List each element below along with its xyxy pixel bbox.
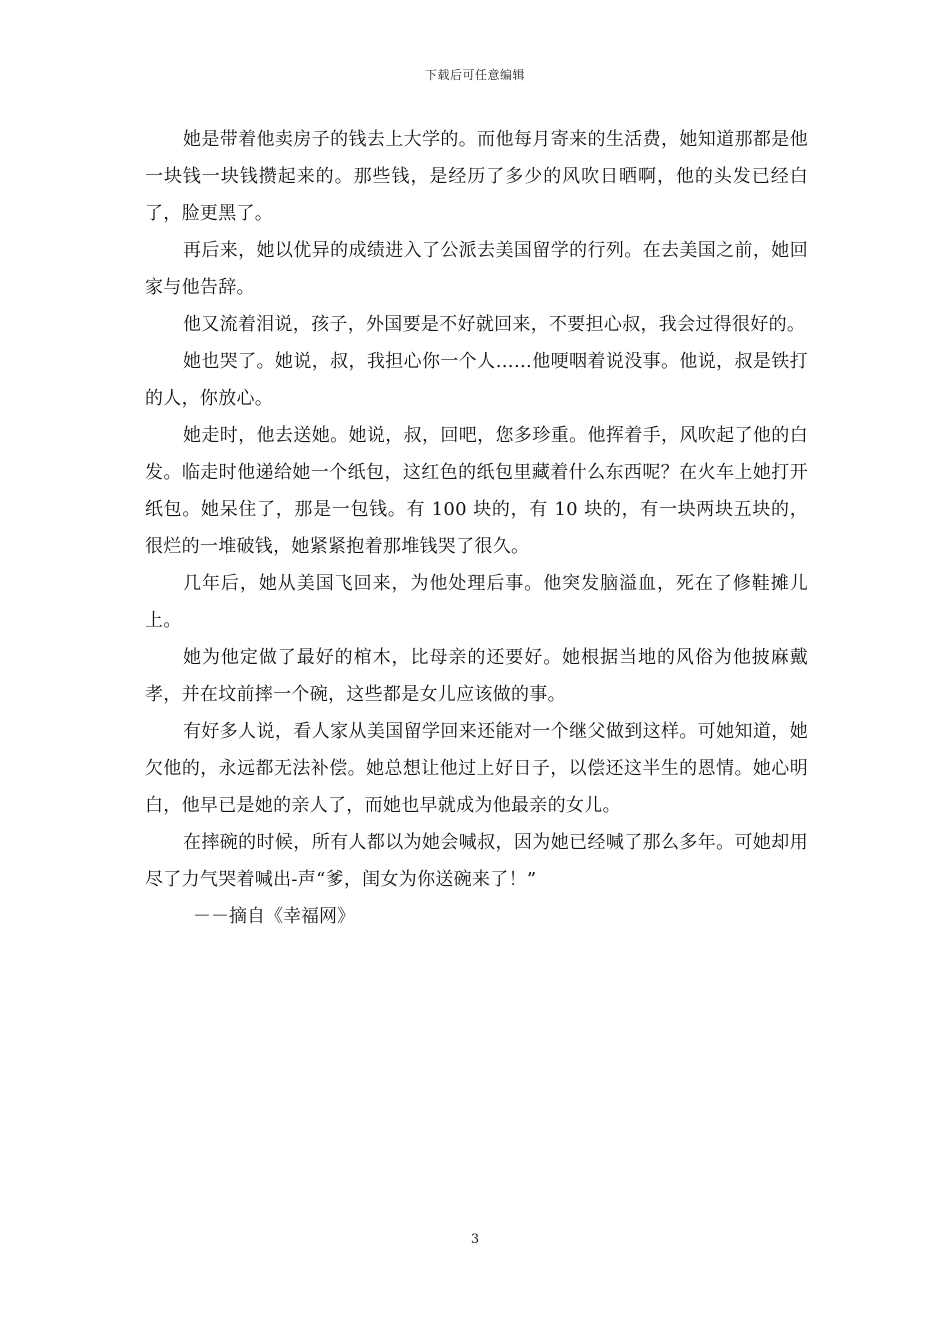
page-number: 3: [470, 1232, 480, 1247]
page-header: 下载后可任意编辑: [424, 68, 525, 82]
article-body: [145, 121, 808, 935]
paragraph: 几年后，她从美国飞回来，为他处理后事。他突发脑溢血，死在了修鞋摊儿上。: [145, 573, 808, 631]
paragraph: 她是带着他卖房子的钱去上大学的。而他每月寄来的生活费，她知道那都是他一块钱一块钱攒起来的。那些钱，是经历了多少的风吹日晒啊，他的头发已经白了，脸更黑了。: [145, 129, 808, 224]
paragraph: 他又流着泪说，孩子，外国要是不好就回来，不要担心叔，我会过得很好的。: [183, 314, 806, 335]
paragraph: 她走时，他去送她。她说，叔，回吧，您多珍重。他挥着手，风吹起了他的白发。临走时他递给她一个纸包，这红色的纸包里藏着什么东西呢？在火车上她打开纸包。她呆住了，那是一包钱。有 100 块的，有 10 块的，有一块两块五块的，很烂的一堆破钱，她紧紧抱着那堆钱哭了很久。: [145, 425, 808, 557]
paragraph: 她为他定做了最好的棺木，比母亲的还要好。她根据当地的风俗为他披麻戴孝，并在坟前摔一个碗，这些都是女儿应该做的事。: [145, 647, 808, 705]
paragraph: 她也哭了。她说，叔，我担心你一个人……他哽咽着说没事。他说，叔是铁打的人，你放心。: [145, 351, 808, 409]
source-attribution: －－摘自《幸福网》: [193, 906, 355, 927]
paragraph: 再后来，她以优异的成绩进入了公派去美国留学的行列。在去美国之前，她回家与他告辞。: [145, 240, 808, 298]
paragraph: 在摔碗的时候，所有人都以为她会喊叔，因为她已经喊了那么多年。可她却用尽了力气哭着喊出-声“爹，闺女为你送碗来了！”: [145, 832, 808, 890]
paragraph: 有好多人说，看人家从美国留学回来还能对一个继父做到这样。可她知道，她欠他的，永远都无法补偿。她总想让他过上好日子，以偿还这半生的恩情。她心明白，他早已是她的亲人了，而她也早就成为他最亲的女儿。: [145, 721, 808, 816]
